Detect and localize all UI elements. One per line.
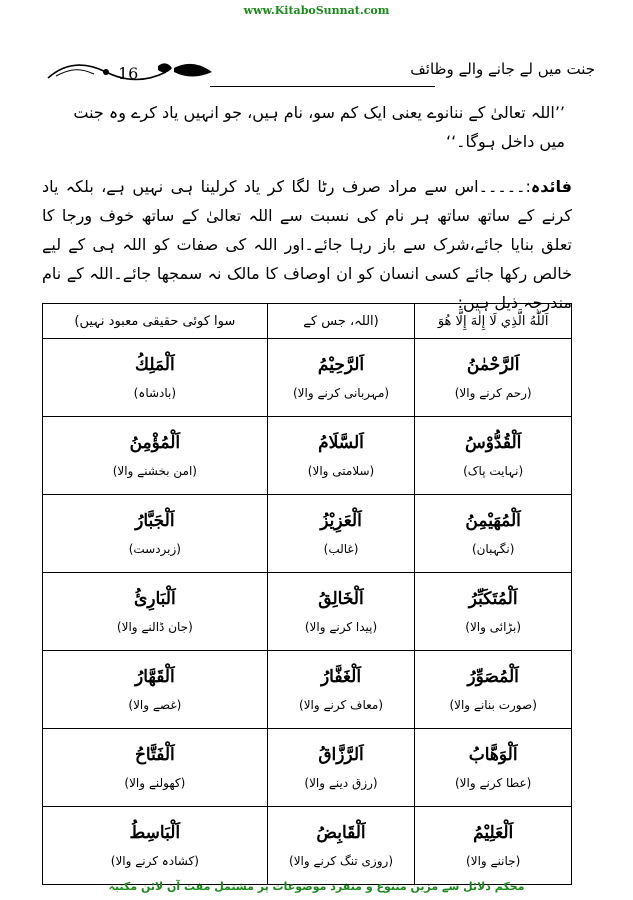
name-cell xyxy=(415,495,572,573)
arabic-name: اَلْمُهَيْمِنُ xyxy=(465,510,521,531)
table-row xyxy=(43,495,572,573)
urdu-meaning: (نگہبان) xyxy=(471,541,515,556)
urdu-meaning: (جاننے والا) xyxy=(466,853,521,868)
page-number: 16 xyxy=(118,64,139,83)
arabic-name: اَلرَّحْمٰنُ xyxy=(466,354,520,375)
name-cell xyxy=(43,651,268,729)
header-rule xyxy=(210,86,435,87)
arabic-name: اَلْمُؤْمِنُ xyxy=(129,432,181,453)
footer-tagline: محکم دلائل سے مزین متنوع و منفرد موضوعات پر مشتمل مفت آن لائن مکتبہ xyxy=(108,880,525,893)
arabic-name: اَلْقَهَّارُ xyxy=(134,666,175,687)
urdu-meaning: (مہربانی کرنے والا) xyxy=(292,385,390,400)
name-cell xyxy=(415,573,572,651)
kalima-meaning-a: (اللہ، جس کے xyxy=(267,304,415,339)
arabic-name: اَلسَّلَامُ xyxy=(318,432,364,453)
benefit-paragraph xyxy=(42,172,572,317)
name-cell xyxy=(43,807,268,885)
site-url[interactable]: www.KitaboSunnat.com xyxy=(243,4,390,17)
arabic-name: اَلْمُتَكَبِّرُ xyxy=(468,588,518,609)
name-cell xyxy=(415,729,572,807)
arabic-name: اَلْفَتَّاحُ xyxy=(134,744,175,765)
urdu-meaning: (روزی تنگ کرنے والا) xyxy=(289,853,393,868)
name-cell xyxy=(267,339,415,417)
urdu-meaning: (بادشاہ) xyxy=(133,385,177,400)
page-header xyxy=(40,50,595,96)
name-cell xyxy=(415,651,572,729)
table-row xyxy=(43,339,572,417)
name-cell xyxy=(43,729,268,807)
benefit-label: فائدہ xyxy=(530,177,572,196)
arabic-name: اَلْبَارِئُ xyxy=(133,588,176,609)
urdu-meaning: (جان ڈالنے والا) xyxy=(116,619,193,634)
name-cell xyxy=(43,339,268,417)
arabic-name: اَلْمَلِكُ xyxy=(135,354,175,375)
urdu-meaning: (کھولنے والا) xyxy=(124,775,186,790)
urdu-meaning: (صورت بنانے والا) xyxy=(449,697,537,712)
arabic-name: اَلرَّزَّاقُ xyxy=(318,744,364,765)
hadith-paragraph: ’’اللہ تعالیٰ کے ننانوے یعنی ایک کم سو، نام ہیں، جو انہیں یاد کرے وہ جنت میں داخل ہوگا۔‘‘ xyxy=(73,103,565,151)
name-cell xyxy=(267,729,415,807)
name-cell xyxy=(415,807,572,885)
arabic-name: اَلْعَزِيْزُ xyxy=(320,510,362,531)
arabic-name: اَلْمُصَوِّرُ xyxy=(467,666,519,687)
urdu-meaning: (سلامتی والا) xyxy=(307,463,375,478)
urdu-meaning: (پیدا کرنے والا) xyxy=(304,619,378,634)
name-cell xyxy=(267,417,415,495)
urdu-meaning: (معاف کرنے والا) xyxy=(299,697,383,712)
kalima-cell: اَللّٰهُ الَّذِي لَا إِلٰهَ إِلَّا هُوَ xyxy=(415,304,572,339)
arabic-name: اَلْعَلِيْمُ xyxy=(473,822,514,843)
table-row xyxy=(43,729,572,807)
arabic-name: اَلْخَالِقُ xyxy=(318,588,364,609)
urdu-meaning: (امن بخشنے والا) xyxy=(112,463,197,478)
kalima-meaning-b: سوا کوئی حقیقی معبود نہیں) xyxy=(43,304,268,339)
name-cell xyxy=(43,573,268,651)
arabic-name: اَلْقُدُّوْسُ xyxy=(464,432,522,453)
urdu-meaning: (عطا کرنے والا) xyxy=(454,775,532,790)
table-row xyxy=(43,807,572,885)
urdu-meaning: (رزق دینے والا) xyxy=(304,775,378,790)
urdu-meaning: (رحم کرنے والا) xyxy=(454,385,532,400)
name-cell xyxy=(267,651,415,729)
urdu-meaning: (غالب) xyxy=(323,541,359,556)
name-cell xyxy=(43,495,268,573)
benefit-text: :۔۔۔۔۔اس سے مراد صرف رٹا لگا کر یاد کرلینا ہی نہیں ہے، بلکہ یاد کرنے کے ساتھ ساتھ ہر نام کی نسبت سے اللہ تعالیٰ کے ساتھ خوف ورجا کا تعلق بنایا جائے،شرک سے باز رہا جائے۔اور اللہ کی صفات کو اللہ ہی کے لیے خالص رکھا جائے کسی انسان کو ان اوصاف کا مالک نہ سمجھا جائے۔اللہ کے نام مندرجہ ذیل ہیں: xyxy=(42,177,572,312)
names-table-header-row xyxy=(43,304,572,339)
table-row xyxy=(43,417,572,495)
urdu-meaning: (نہایت پاک) xyxy=(463,463,524,478)
chapter-title: جنت میں لے جانے والے وظائف xyxy=(410,60,595,78)
arabic-name: اَلْبَاسِطُ xyxy=(129,822,181,843)
arabic-name: اَلرَّحِيْمُ xyxy=(317,354,365,375)
urdu-meaning: (بڑائی والا) xyxy=(465,619,522,634)
urdu-meaning: (کشادہ کرنے والا) xyxy=(110,853,199,868)
table-row xyxy=(43,651,572,729)
name-cell xyxy=(267,573,415,651)
urdu-meaning: (غصے والا) xyxy=(128,697,182,712)
urdu-meaning: (زبردست) xyxy=(128,541,181,556)
arabic-name: اَلْغَفَّارُ xyxy=(320,666,362,687)
name-cell xyxy=(43,417,268,495)
name-cell xyxy=(267,495,415,573)
arabic-name: اَلْوَهَّابُ xyxy=(468,744,518,765)
arabic-name: اَلْقَابِضُ xyxy=(316,822,366,843)
name-cell xyxy=(415,417,572,495)
names-table xyxy=(42,303,572,885)
arabic-name: اَلْجَبَّارُ xyxy=(135,510,175,531)
table-row xyxy=(43,573,572,651)
name-cell xyxy=(267,807,415,885)
name-cell xyxy=(415,339,572,417)
